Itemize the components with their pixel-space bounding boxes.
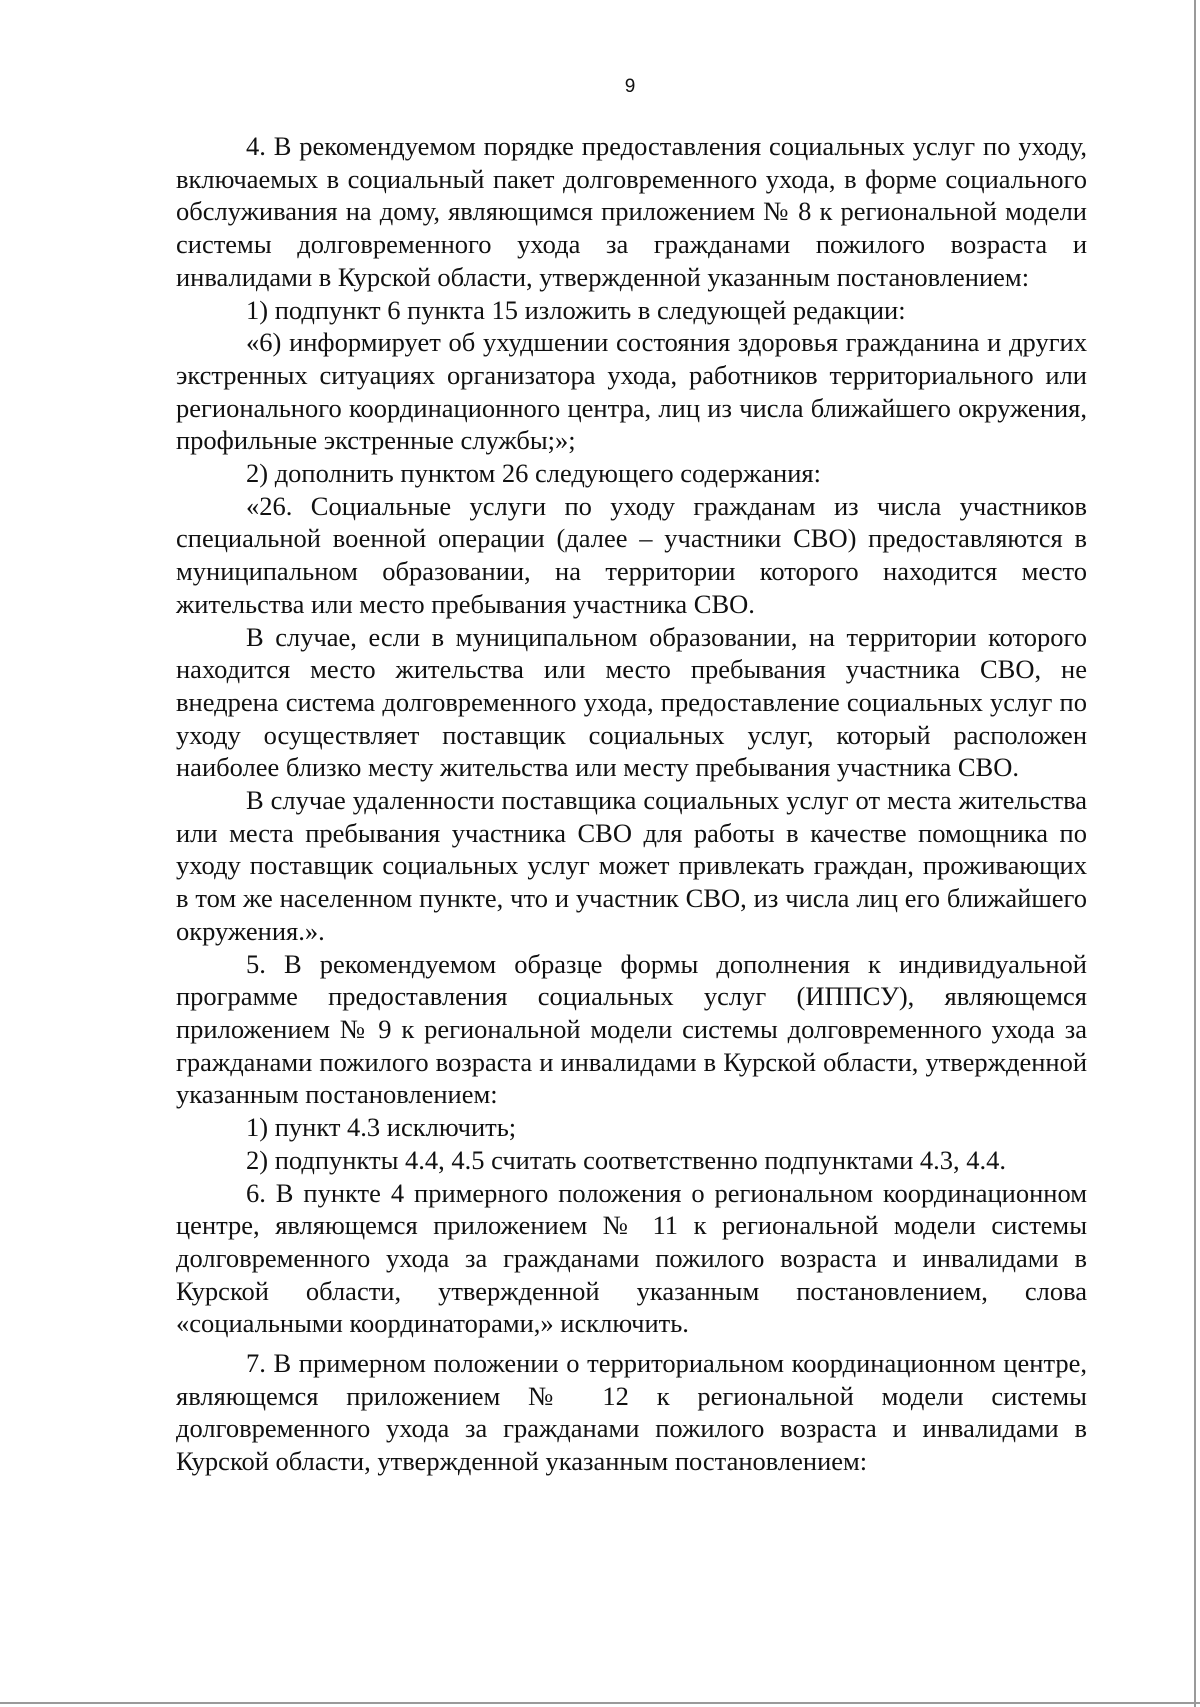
paragraph-item-7: 7. В примерном положении о территориальном координационном центре, являющемся приложением № 12 к региональной модели системы долговременного ухода за гражданами пожилого возраста и инвалидами в Курской области, утвержденной указанным постановлением:	[176, 1348, 1087, 1477]
paragraph-case-remoteness: В случае удаленности поставщика социальных услуг от места жительства или места пребывания участника СВО для работы в качестве помощника по уходу поставщик социальных услуг может привлекать граждан, проживающих в том же населенном пункте, что и участник СВО, из числа лиц его ближайшего окружения.».	[176, 785, 1087, 946]
paragraph-quote-6: «6) информирует об ухудшении состояния здоровья гражданина и других экстренных ситуациях организатора ухода, работников территориального или регионального координационного центра, лиц из числа ближайшего окружения, профильные экстренные службы;»;	[176, 327, 1087, 456]
scan-edge-right	[1194, 0, 1196, 1707]
page-number: 9	[624, 76, 636, 97]
paragraph-quote-26: «26. Социальные услуги по уходу гражданам из числа участников специальной военной операции (далее – участники СВО) предоставляются в муниципальном образовании, на территории которого находится место жительства или место пребывания участника СВО.	[176, 490, 1087, 619]
paragraph-item-6: 6. В пункте 4 примерного положения о региональном координационном центре, являющемся приложением № 11 к региональной модели системы долговременного ухода за гражданами пожилого возраста и инвалидами в Курской области, утвержденной указанным постановлением, слова «социальными координаторами,» исключить.	[176, 1177, 1087, 1339]
paragraph-item-5-sub-2: 2) подпункты 4.4, 4.5 считать соответственно подпунктами 4.3, 4.4.	[246, 1144, 1007, 1175]
paragraph-subitem-2: 2) дополнить пунктом 26 следующего содержания:	[246, 458, 821, 489]
paragraph-subitem-1: 1) подпункт 6 пункта 15 изложить в следующей редакции:	[246, 294, 906, 325]
paragraph-case-not-implemented: В случае, если в муниципальном образовании, на территории которого находится место жительства или место пребывания участника СВО, не внедрена система долговременного ухода, предоставление социальных услуг по уходу осуществляет поставщик социальных услуг, который расположен наиболее близко месту жительства или месту пребывания участника СВО.	[176, 621, 1087, 783]
document-body	[176, 130, 1087, 1478]
paragraph-item-4: 4. В рекомендуемом порядке предоставления социальных услуг по уходу, включаемых в социальный пакет долговременного ухода, в форме социального обслуживания на дому, являющимся приложением № 8 к региональной модели системы долговременного ухода за гражданами пожилого возраста и инвалидами в Курской области, утвержденной указанным постановлением:	[176, 131, 1087, 292]
paragraph-item-5-sub-1: 1) пункт 4.3 исключить;	[246, 1112, 517, 1143]
scan-edge-bottom	[0, 1702, 1200, 1704]
paragraph-item-5: 5. В рекомендуемом образце формы дополнения к индивидуальной программе предоставления социальных услуг (ИППСУ), являющемся приложением № 9 к региональной модели системы долговременного ухода за гражданами пожилого возраста и инвалидами в Курской области, утвержденной указанным постановлением:	[176, 948, 1087, 1110]
